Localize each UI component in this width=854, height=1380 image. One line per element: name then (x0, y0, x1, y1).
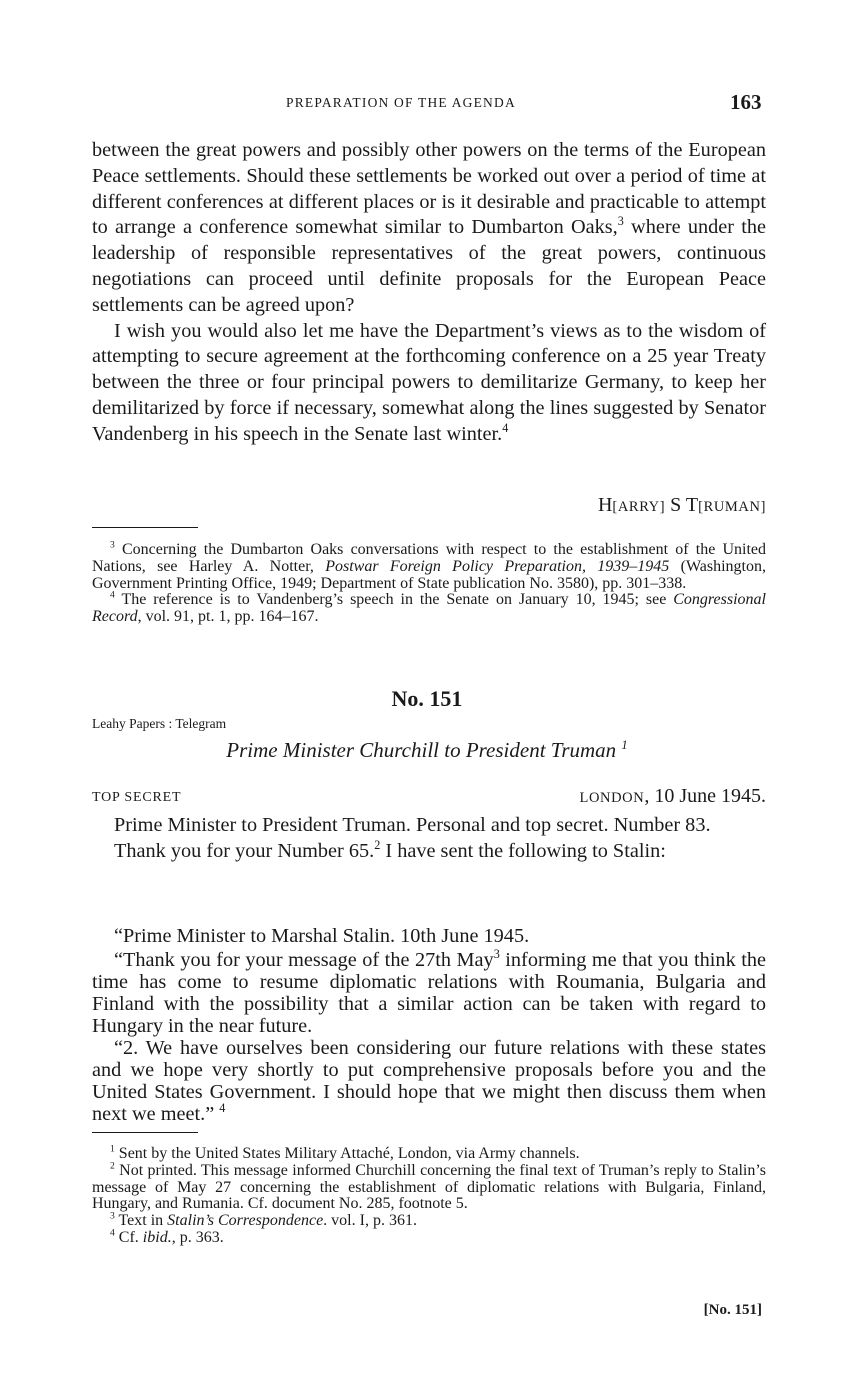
footnotes-top (92, 539, 767, 626)
footnote-ref: 4 (502, 421, 509, 435)
footnote-ref: 3 (617, 214, 624, 229)
paragraph: between the great powers and possibly other powers on the terms of the European Peace settlements. Should these settlements be worked out over a period of time at different conferences at different places or is it desirable and practicable to attempt to arrange a conference somewhat similar to Dumbarton Oaks,$^3$ where under the leadership of responsible representatives of the great powers, continuous negotiations can proceed until definite proposals for the European Peace settlements can be agreed upon? (92, 139, 766, 316)
footnote: $^3$ Text in Stalin’s Correspondence. vol. I, p. 361. (110, 1210, 417, 1230)
paragraph: “Prime Minister to Marshal Stalin. 10th June 1945. (114, 925, 530, 947)
footnote-ref: 4 (219, 1101, 226, 1116)
document-end-mark: [No. 151] (703, 1302, 762, 1318)
signature: H[ARRY] S T[RUMAN] (597, 494, 766, 516)
footnote: $^2$ Not printed. This message informed Churchill concerning the final text of Truman’s reply to Stalin’s message of May 27 concerning the establishment of diplomatic relations with Bulgaria, Finland, Hungary, and Rumania. Cf. document No. 285, footnote 5. (92, 1160, 767, 1213)
footnote-ref: 1 (621, 738, 628, 752)
continued-text (92, 138, 766, 448)
document-source: Leahy Papers : Telegram (92, 716, 227, 731)
footnote: $^1$ Sent by the United States Military Attaché, London, via Army channels. (110, 1143, 580, 1162)
paragraph: I wish you would also let me have the Department’s views as to the wisdom of attempting to secure agreement at the forthcoming conference on a 25 year Treaty between the three or four principal powers to demilitarize Germany, to keep her demilitarized by force if necessary, somewhat along the lines suggested by Senator Vandenberg in his speech in the Senate last winter.$^4$ (92, 319, 766, 445)
classification-line (92, 785, 766, 811)
footnote-divider (92, 527, 198, 528)
footnotes-bottom (92, 1143, 767, 1247)
footnote: $^4$ Cf. ibid., p. 363. (110, 1227, 224, 1246)
paragraph: Thank you for your Number 65.$^2$ I have sent the following to Stalin: (114, 838, 666, 862)
footnote-divider (92, 1132, 198, 1133)
paragraph: “Thank you for your message of the 27th May$^3$ informing me that you think the time has come to resume diplomatic relations with Roumania, Bulgaria and Finland with the possibility that a similar action can be taken with regard to Hungary in the near future. (92, 947, 766, 1037)
document-title: Prime Minister Churchill to President Truman $^1$ (226, 738, 628, 762)
quoted-message (92, 925, 766, 1125)
footnote-ref: 2 (374, 838, 381, 853)
paragraph: Prime Minister to President Truman. Personal and top secret. Number 83. (114, 814, 711, 836)
dateline: LONDON, 10 June 1945. (579, 785, 766, 807)
page-number: 163 (730, 90, 762, 114)
classification: TOP SECRET (92, 790, 182, 805)
running-title: PREPARATION OF THE AGENDA (286, 95, 516, 110)
document-number: No. 151 (391, 686, 463, 711)
paragraph: “2. We have ourselves been considering our future relations with these states and we hope very shortly to put comprehensive proposals before you and the United States Government. I should hope that we might then discuss them when next we meet.” $^4$ (92, 1037, 766, 1125)
running-head (0, 92, 854, 116)
footnote: $^3$ Concerning the Dumbarton Oaks conversations with respect to the establishment of the United Nations, see Harley A. Notter, Postwar Foreign Policy Preparation, 1939–1945 (Washington, Government Printing Office, 1949; Department of State publication No. 3580), pp. 301–338. (92, 539, 767, 592)
footnote: $^4$ The reference is to Vandenberg’s speech in the Senate on January 10, 1945; see Congressional Record, vol. 91, pt. 1, pp. 164–167. (92, 590, 766, 626)
telegram-intro (92, 813, 766, 865)
footnote-ref: 3 (493, 947, 500, 962)
